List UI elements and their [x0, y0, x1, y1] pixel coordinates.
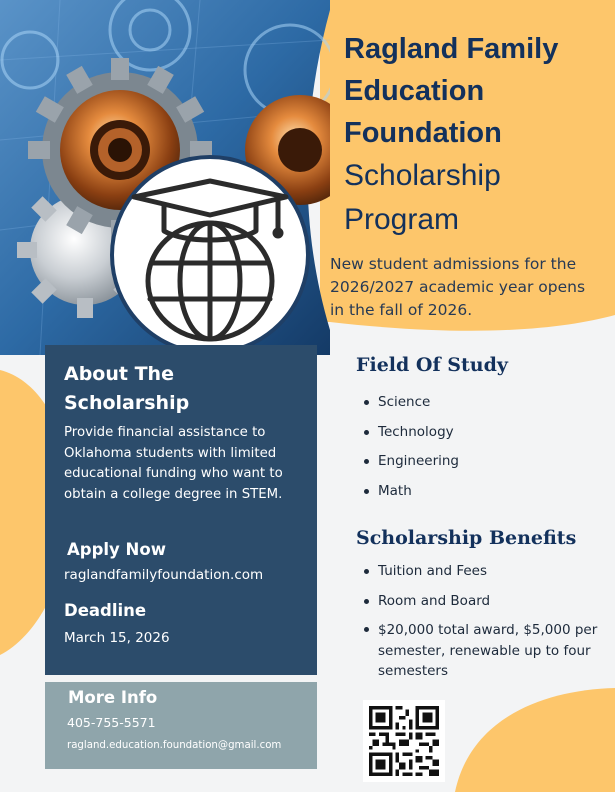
- program-title: [344, 28, 606, 242]
- benefits-list: [356, 557, 608, 682]
- title-line: Ragland Family: [344, 33, 559, 65]
- more-info-panel: [45, 682, 317, 769]
- about-description: Provide financial assistance to Oklahoma students with limited educational funding who want to obtain a college degree in STEM.: [64, 425, 283, 502]
- field-of-study-section: [356, 352, 606, 506]
- phone-number[interactable]: 405-755-5571: [67, 715, 156, 730]
- apply-heading: Apply Now: [67, 540, 166, 559]
- about-heading: [64, 360, 304, 418]
- benefits-heading: Scholarship Benefits: [356, 527, 577, 549]
- about-panel: [45, 345, 317, 675]
- list-item: Technology: [356, 418, 606, 448]
- title-line: Foundation: [344, 117, 502, 149]
- field-of-study-heading: Field Of Study: [356, 354, 508, 376]
- list-item: Tuition and Fees: [356, 557, 608, 587]
- subtitle-line: Scholarship: [344, 159, 501, 192]
- deadline-heading: Deadline: [64, 601, 147, 620]
- about-heading-line: About The: [64, 363, 174, 385]
- list-item: Engineering: [356, 447, 606, 477]
- email-link[interactable]: ragland.education.foundation@gmail.com: [67, 740, 282, 751]
- about-heading-line: Scholarship: [64, 392, 190, 414]
- graduation-cap-globe-icon: [110, 155, 310, 355]
- title-line: Education: [344, 75, 485, 107]
- subtitle-line: Program: [344, 203, 460, 236]
- deadline-date: March 15, 2026: [64, 630, 170, 646]
- list-item: $20,000 total award, $5,000 per semester, renewable up to four semesters: [356, 616, 608, 682]
- scholarship-benefits-section: [356, 525, 608, 682]
- field-of-study-list: [356, 388, 606, 506]
- qr-code-icon[interactable]: [363, 700, 445, 782]
- list-item: Room and Board: [356, 587, 608, 617]
- more-info-heading: More Info: [68, 688, 158, 707]
- apply-url-link[interactable]: raglandfamilyfoundation.com: [64, 567, 264, 583]
- list-item: Science: [356, 388, 606, 418]
- admissions-text: New student admissions for the 2026/2027 academic year opens in the fall of 2026.: [330, 255, 586, 319]
- list-item: Math: [356, 477, 606, 507]
